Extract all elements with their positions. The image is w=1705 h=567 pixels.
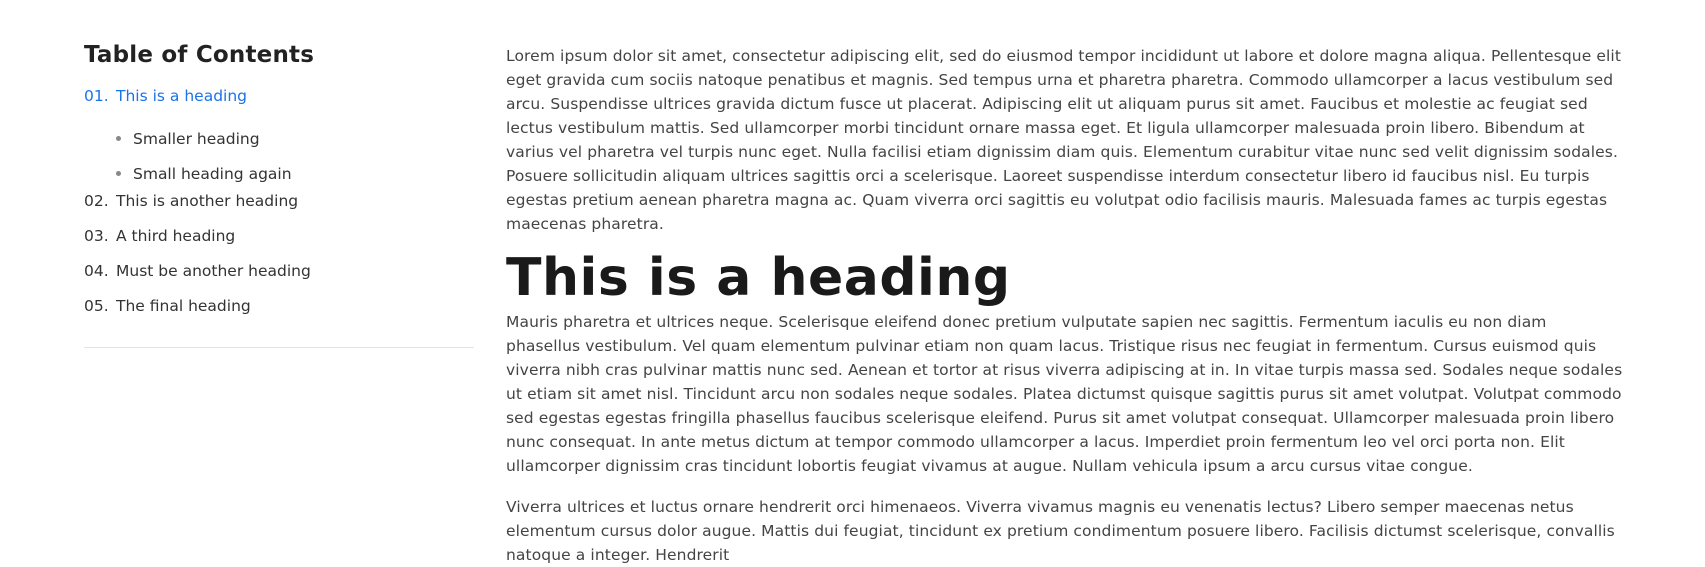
toc-item-number: 05. xyxy=(84,297,109,315)
toc-item-2[interactable] xyxy=(84,191,474,226)
toc-item-label: This is another heading xyxy=(116,192,299,210)
toc-item-4[interactable] xyxy=(84,261,474,296)
toc-item-3[interactable] xyxy=(84,226,474,261)
toc-list xyxy=(84,86,474,331)
toc-item-label: This is a heading xyxy=(116,87,248,105)
toc-item-5[interactable] xyxy=(84,296,474,331)
toc-subitem-1[interactable] xyxy=(84,121,474,156)
bullet-icon xyxy=(116,171,121,176)
toc-item-number: 04. xyxy=(84,262,109,280)
bullet-icon xyxy=(116,136,121,141)
table-of-contents xyxy=(84,42,474,348)
toc-item-number: 02. xyxy=(84,192,109,210)
toc-subitem-label: Smaller heading xyxy=(133,129,260,148)
third-paragraph: Viverra ultrices et luctus ornare hendrerit orci himenaeos. Viverra vivamus magnis eu venenatis lectus? Libero semper maecenas netus elementum cursus dolor augue. Mattis dui feugiat, tincidunt ex pretium condimentum posuere libero. Facilisis dictumst scelerisque, convallis natoque a integer. Hendrerit xyxy=(506,498,1615,564)
section-heading: This is a heading xyxy=(506,248,1011,308)
toc-divider xyxy=(84,347,474,348)
article xyxy=(506,44,1624,567)
intro-paragraph: Lorem ipsum dolor sit amet, consectetur adipiscing elit, sed do eiusmod tempor incididunt ut labore et dolore magna aliqua. Pellentesque elit eget gravida cum sociis natoque penatibus et magnis. Sed tempus urna et pharetra pharetra. Commodo ullamcorper a lacus vestibulum sed arcu. Suspendisse ultrices gravida dictum fusce ut placerat. Adipiscing elit ut aliquam purus sit amet. Faucibus et molestie ac feugiat sed lectus vestibulum mattis. Sed ullamcorper morbi tincidunt ornare massa eget. Et ligula ullamcorper malesuada proin libero. Bibendum at varius vel pharetra vel turpis nunc eget. Nulla facilisi etiam dignissim diam quis. Elementum curabitur vitae nunc sed velit dignissim sodales. Posuere sollicitudin aliquam ultrices sagittis orci a scelerisque. Laoreet suspendisse interdum consectetur libero id faucibus nisl. Eu turpis egestas pretium aenean pharetra magna ac. Quam viverra orci sagittis eu volutpat odio facilisis mauris. Malesuada fames ac turpis egestas maecenas pharetra. xyxy=(506,47,1622,233)
toc-subitem-label: Small heading again xyxy=(133,164,292,183)
section-paragraph: Mauris pharetra et ultrices neque. Scelerisque eleifend donec pretium vulputate sapien nec sagittis. Fermentum iaculis eu non diam phasellus vestibulum. Vel quam elementum pulvinar etiam non quam lacus. Tristique risus nec feugiat in fermentum. Cursus euismod quis viverra nibh cras pulvinar mattis nunc sed. Aenean et tortor at risus viverra adipiscing at in. In vitae turpis massa sed. Sodales neque sodales ut etiam sit amet nisl. Tincidunt arcu non sodales neque sodales. Platea dictumst quisque sagittis purus sit amet volutpat. Volutpat commodo sed egestas egestas fringilla phasellus faucibus scelerisque eleifend. Purus sit amet volutpat consequat. Ullamcorper malesuada proin libero nunc consequat. In ante metus dictum at tempor commodo ullamcorper a lacus. Imperdiet proin fermentum leo vel orci porta non. Elit ullamcorper dignissim cras tincidunt lobortis feugiat vivamus at augue. Nullam vehicula ipsum a arcu cursus vitae congue. xyxy=(506,313,1623,475)
toc-item-number: 01. xyxy=(84,87,109,105)
toc-item-label: The final heading xyxy=(116,297,251,315)
toc-item-label: A third heading xyxy=(116,227,236,245)
toc-title: Table of Contents xyxy=(84,42,315,68)
toc-item-number: 03. xyxy=(84,227,109,245)
toc-item-label: Must be another heading xyxy=(116,262,311,280)
toc-item-1[interactable] xyxy=(84,86,474,121)
toc-subitem-2[interactable] xyxy=(84,156,474,191)
